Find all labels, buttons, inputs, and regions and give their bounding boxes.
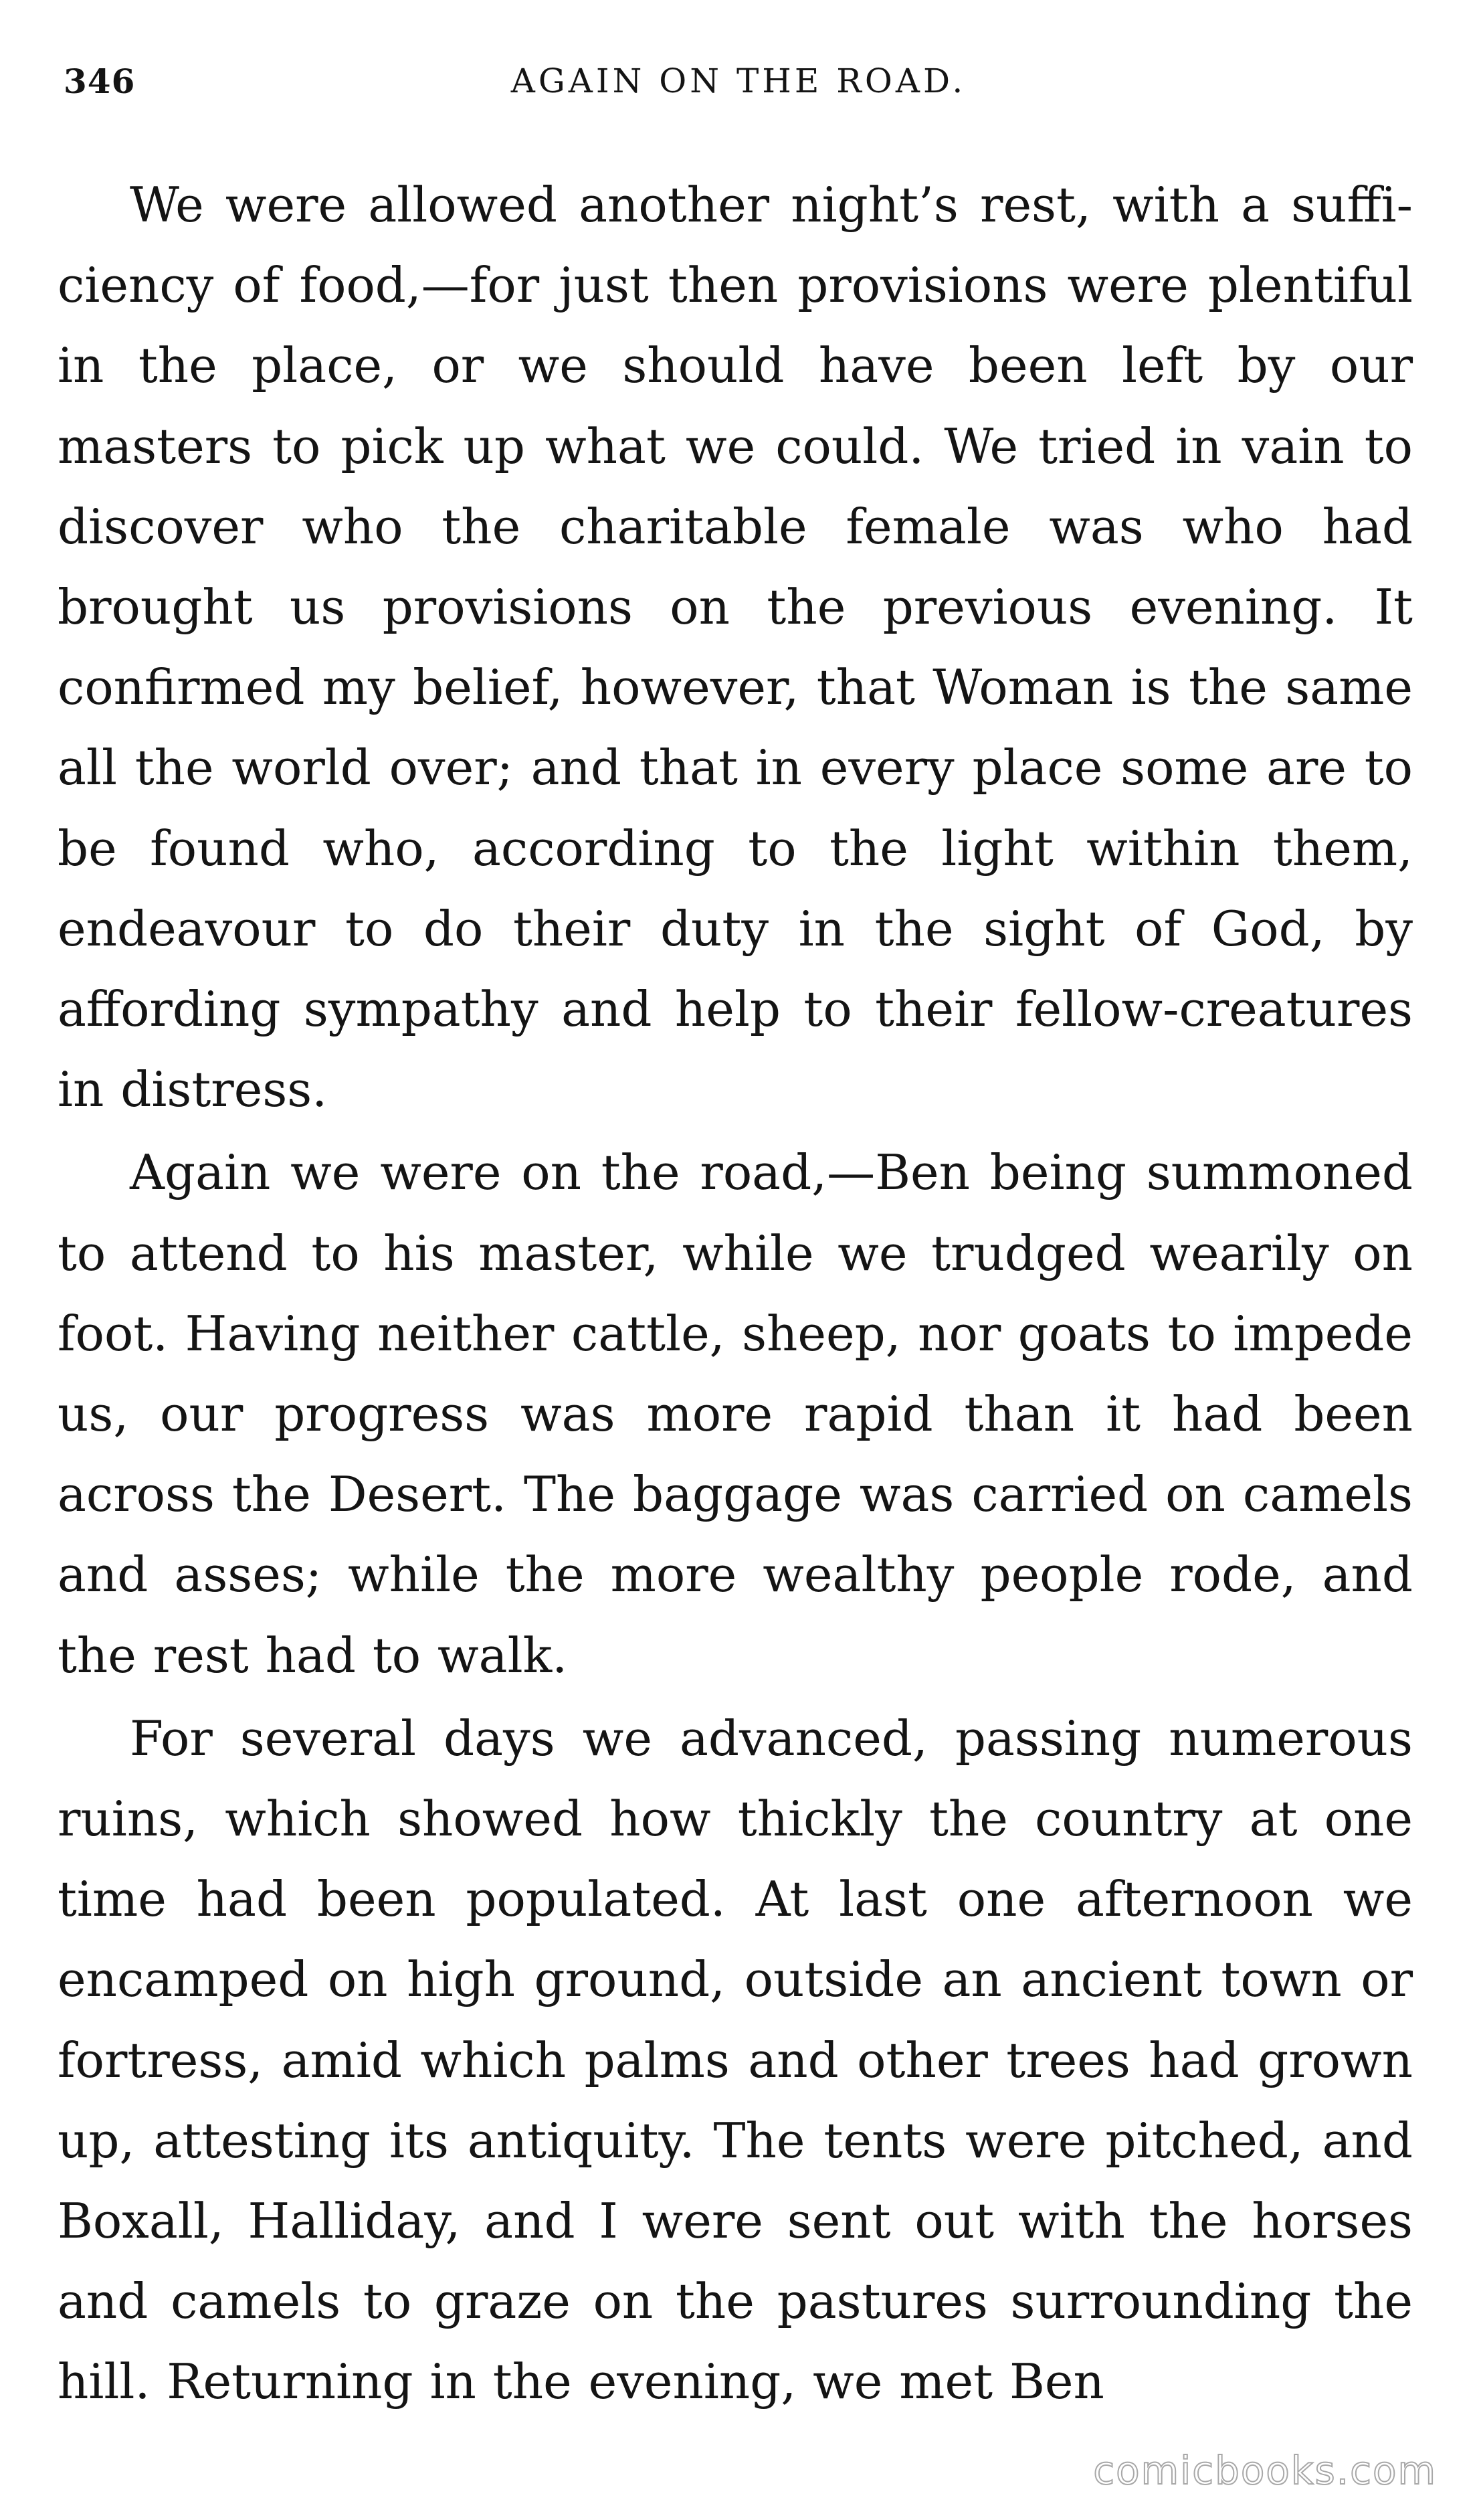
running-title: AGAIN ON THE ROAD. bbox=[510, 62, 967, 100]
watermark: comicbooks.com bbox=[1093, 2448, 1437, 2493]
page-number: 346 bbox=[64, 62, 136, 101]
body-text bbox=[58, 165, 1413, 2425]
paragraph-3: For several days we advanced, passing numerous ruins, which showed how thickly the country at one time had been populated. At last one afternoon we encamped on high ground, outside an ancient town or fortress, amid which palms and other trees had grown up, attesting its antiquity. The tents were pitched, and Boxall, Halliday, and I were sent out with the horses and camels to graze on the pastures surrounding the hill. Returning in the evening, we met Ben bbox=[58, 1710, 1413, 2410]
paragraph-2: Again we were on the road,—Ben being summoned to attend to his master, while we trudged wearily on foot. Having neither cattle, sheep, nor goats to impede us, our progress was more rapid than it had been across the Desert. The baggage was carried on camels and asses; while the more wealthy people rode, and the rest had to walk. bbox=[58, 1144, 1413, 1684]
running-head bbox=[64, 62, 1413, 122]
paragraph-1: We were allowed another night’s rest, with a sufficiency of food,—for just then provisions were plentiful in the place, or we should have been left by our masters to pick up what we could. We tried in vain to discover who the charitable female was who had brought us provisions on the previous evening. It confirmed my belief, however, that Woman is the same all the world over; and that in every place some are to be found who, according to the light within them, endeavour to do their duty in the sight of God, by affording sympathy and help to their fellow-creatures in distress. bbox=[58, 177, 1413, 1118]
